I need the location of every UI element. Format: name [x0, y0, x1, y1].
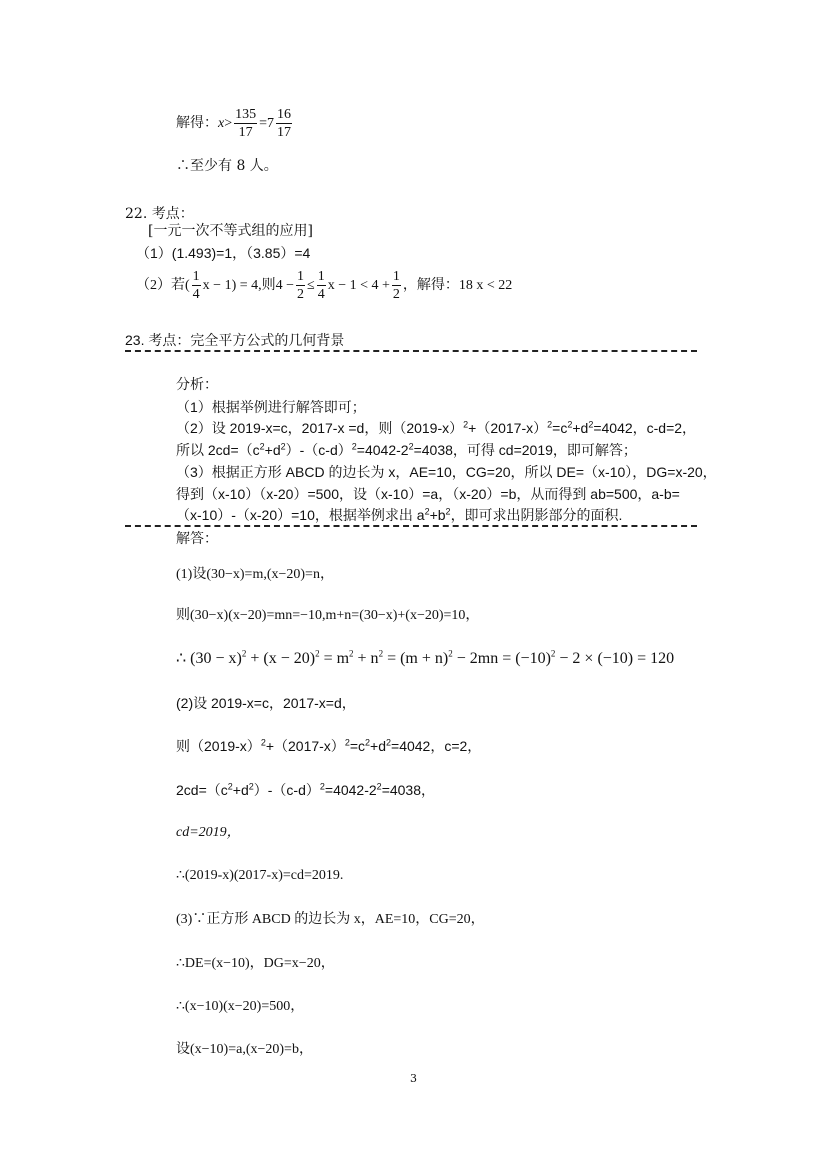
- superscript: 2: [448, 648, 453, 659]
- a3-part: =4038，可得 cd=2019，即可解答；: [413, 442, 637, 458]
- q21-var-x: x: [218, 116, 225, 131]
- superscript: 2: [349, 648, 354, 659]
- s3-part: + n: [353, 650, 379, 667]
- q22-fraction-4: [392, 268, 401, 303]
- q22-part1: （1）(1.493)=1，（3.85）=4: [136, 245, 311, 261]
- superscript: 2: [365, 737, 371, 748]
- q21-frac1-den: 17: [238, 125, 253, 141]
- q21-frac2-den: 17: [277, 125, 292, 141]
- q23-solution-7: cd=2019，: [176, 825, 241, 840]
- a2-part: （2）设 2019-x=c，2017-x =d，则（2019-x）: [176, 420, 464, 436]
- s5-part: =c: [349, 738, 366, 754]
- q23-analysis-line-6: [176, 506, 622, 524]
- a6-part: +b: [429, 507, 446, 523]
- superscript: 2: [445, 506, 451, 517]
- q23-analysis-line-2: [176, 419, 696, 437]
- s5-part: +d: [370, 738, 386, 754]
- a2-part: =4042，c-d=2，: [593, 420, 697, 436]
- q21-fraction-2: [276, 106, 292, 141]
- q22-header: 22. 考点：: [125, 206, 194, 222]
- q22-f2-den: 2: [297, 287, 305, 303]
- q23-header: 23. 考点：完全平方公式的几何背景: [125, 332, 345, 348]
- q23-answer-label: 解答：: [176, 531, 218, 547]
- a2-part: +d: [572, 420, 589, 436]
- q22-fraction-2: [296, 268, 305, 303]
- a3-part: =4042-2: [356, 442, 409, 458]
- q21-conclusion: ∴至少有 8 人。: [176, 158, 278, 174]
- superscript: 2: [386, 737, 392, 748]
- a2-part: =c: [552, 420, 568, 436]
- a3-part: ）-（c-d）: [285, 442, 352, 458]
- q21-frac1-num: 135: [235, 107, 257, 123]
- s5-part: +（2017-x）: [265, 738, 345, 754]
- q22-f3-den: 4: [317, 287, 325, 303]
- q22-f2-num: 1: [297, 269, 305, 285]
- a6-part: ，即可求出阴影部分的面积.: [450, 507, 623, 523]
- q23-solution-5: [176, 737, 481, 755]
- s3-part: + (x − 20): [246, 650, 316, 667]
- s3-part: − 2mn = (−10): [452, 650, 551, 667]
- q22-fraction-3: [317, 268, 326, 303]
- superscript: 2: [319, 781, 325, 792]
- q21-fraction-1: [234, 106, 257, 141]
- q22-part2-suffix: ，解得：18 x < 22: [402, 278, 513, 293]
- superscript: 2: [378, 648, 384, 659]
- q23-solution-6: [176, 781, 435, 799]
- q22-f4-num: 1: [392, 269, 400, 285]
- q22-fraction-1: [192, 268, 201, 303]
- s3-part: − 2 × (−10) = 120: [555, 650, 675, 667]
- superscript: 2: [241, 648, 247, 659]
- superscript: 2: [227, 781, 233, 792]
- q22-part2: [136, 266, 512, 306]
- q23-solution-4: (2)设 2019-x=c，2017-x=d，: [176, 695, 356, 711]
- s3-part: = (m + n): [383, 650, 449, 667]
- a3-part: +d: [264, 442, 281, 458]
- q23-analysis-divider: [125, 525, 697, 527]
- q22-part2-prefix: （2）若(: [136, 278, 190, 293]
- s6-part: ）-（c-d）: [253, 782, 320, 798]
- s6-part: =4038，: [381, 782, 436, 798]
- q22-f1-den: 4: [192, 287, 200, 303]
- q23-analysis-line-1: （1）根据举例进行解答即可；: [176, 399, 366, 415]
- a3-part: 所以 2cd=（c: [176, 442, 260, 458]
- s5-part: 则（2019-x）: [176, 738, 261, 754]
- superscript: 2: [567, 419, 573, 430]
- page-number: 3: [410, 1072, 417, 1085]
- q23-header-divider: [125, 350, 697, 352]
- superscript: 2: [248, 781, 254, 792]
- a2-part: +（2017-x）: [468, 420, 548, 436]
- q22-part2-mid1: x − 1) = 4,则4 −: [202, 278, 295, 293]
- a6-part: （x-10）-（x-20）=10，根据举例求出 a: [176, 507, 425, 523]
- q23-analysis-line-5: 得到（x-10）（x-20）=500，设（x-10）=a，（x-20）=b，从而得到 ab=500，a-b=: [176, 486, 680, 502]
- s6-part: +d: [232, 782, 249, 798]
- q23-analysis-line-3: [176, 441, 637, 459]
- superscript: 2: [408, 441, 414, 452]
- superscript: 2: [547, 419, 553, 430]
- superscript: 2: [463, 419, 469, 430]
- superscript: 2: [588, 419, 594, 430]
- q22-f4-den: 2: [392, 287, 400, 303]
- q23-solution-2: 则(30−x)(x−20)=mn=−10,m+n=(30−x)+(x−20)=10，: [176, 608, 480, 623]
- q23-solution-8: ∴(2019-x)(2017-x)=cd=2019.: [176, 868, 344, 883]
- q21-eq-seven: =7: [259, 116, 275, 131]
- q23-solution-11: ∴(x−10)(x−20)=500，: [176, 999, 305, 1014]
- q23-solution-1: (1)设(30−x)=m,(x−20)=n，: [176, 567, 334, 582]
- superscript: 2: [260, 737, 266, 748]
- superscript: 2: [424, 506, 430, 517]
- s6-part: =4042-2: [324, 782, 377, 798]
- q21-gt: >: [224, 116, 233, 131]
- q21-solve-label: 解得：: [176, 116, 218, 131]
- q22-f3-num: 1: [317, 269, 325, 285]
- superscript: 2: [550, 648, 556, 659]
- superscript: 2: [376, 781, 382, 792]
- superscript: 2: [315, 648, 320, 659]
- q23-solution-3: [176, 650, 674, 668]
- superscript: 2: [344, 737, 350, 748]
- q23-analysis-label: 分析：: [176, 377, 218, 393]
- q23-analysis-line-4: （3）根据正方形 ABCD 的边长为 x，AE=10，CG=20，所以 DE=（x-10），DG=x-20，: [176, 464, 717, 480]
- q22-topic: [一元一次不等式组的应用]: [148, 223, 313, 239]
- q23-solution-12: 设(x−10)=a,(x−20)=b，: [176, 1042, 313, 1057]
- q22-part2-mid3: x − 1 < 4 +: [327, 278, 390, 293]
- s6-part: 2cd=（c: [176, 782, 228, 798]
- q22-f1-num: 1: [192, 269, 200, 285]
- q23-solution-9: (3)∵正方形 ABCD 的边长为 x，AE=10，CG=20，: [176, 912, 485, 927]
- superscript: 2: [280, 441, 286, 452]
- s3-part: ∴ (30 − x): [176, 650, 242, 667]
- superscript: 2: [259, 441, 265, 452]
- superscript: 2: [351, 441, 357, 452]
- q21-solve-line: [176, 104, 294, 144]
- s5-part: =4042，c=2，: [391, 738, 482, 754]
- q22-part2-mid2: ≤: [307, 278, 315, 293]
- q23-solution-10: ∴DE=(x−10)，DG=x−20，: [176, 956, 335, 971]
- s3-part: = m: [319, 650, 350, 667]
- q21-frac2-num: 16: [277, 107, 292, 123]
